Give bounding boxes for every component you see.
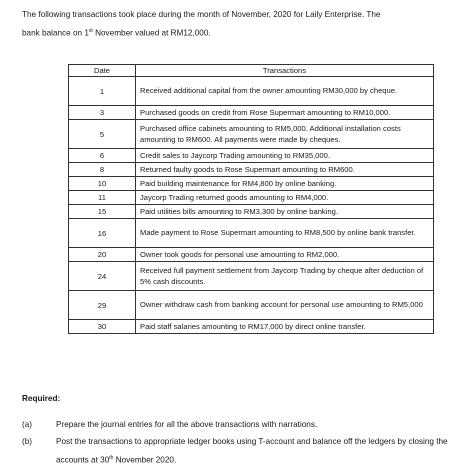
intro-line-1: The following transactions took place during the month of November, 2020 for Laily Enterprise. The <box>22 10 381 19</box>
row-transaction: Credit sales to Jaycorp Trading amounting to RM35,000. <box>136 149 434 163</box>
item-b-label: (b) <box>22 437 33 446</box>
item-a-text: Prepare the journal entries for all the above transactions with narrations. <box>56 420 318 429</box>
row-date: 6 <box>69 149 136 163</box>
table-row <box>69 163 434 177</box>
intro-line-2-post: November valued at RM12,000. <box>92 28 211 38</box>
row-transaction: Jaycorp Trading returned goods amounting to RM4,000. <box>136 191 434 205</box>
row-transaction: Paid utilities bills amounting to RM3,300 by online banking. <box>136 205 434 219</box>
row-date: 16 <box>69 219 136 248</box>
row-transaction: Received additional capital from the owner amounting RM30,000 by cheque. <box>136 77 434 106</box>
row-date: 15 <box>69 205 136 219</box>
item-b-text <box>56 433 456 469</box>
item-b-text-post: November 2020. <box>113 455 177 465</box>
table-row <box>69 248 434 262</box>
intro-paragraph <box>22 6 462 42</box>
table-row <box>69 219 434 248</box>
row-transaction: Purchased goods on credit from Rose Supermart amounting to RM10,000. <box>136 106 434 120</box>
intro-line-2-pre: bank balance on 1 <box>22 28 89 38</box>
required-heading: Required: <box>22 394 61 403</box>
row-date: 10 <box>69 177 136 191</box>
row-transaction: Purchased office cabinets amounting to RM5,000. Additional installation costs amounting to RM600. All payments were made by cheques. <box>136 120 434 149</box>
table-row <box>69 149 434 163</box>
table-row <box>69 262 434 291</box>
transactions-table <box>68 64 434 334</box>
table-row <box>69 320 434 334</box>
date-column-header: Date <box>69 65 136 77</box>
transactions-column-header: Transactions <box>136 65 434 77</box>
row-date: 24 <box>69 262 136 291</box>
table-row <box>69 191 434 205</box>
row-transaction: Owner withdraw cash from banking account for personal use amounting to RM5,000 <box>136 291 434 320</box>
row-date: 20 <box>69 248 136 262</box>
row-date: 30 <box>69 320 136 334</box>
table-row <box>69 177 434 191</box>
table-header-row <box>69 65 434 77</box>
row-transaction: Made payment to Rose Supermart amounting to RM8,500 by online bank transfer. <box>136 219 434 248</box>
row-date: 11 <box>69 191 136 205</box>
row-date: 8 <box>69 163 136 177</box>
row-date: 1 <box>69 77 136 106</box>
row-transaction: Paid building maintenance for RM4,800 by online banking. <box>136 177 434 191</box>
table-row <box>69 291 434 320</box>
item-b-text-pre: Post the transactions to appropriate ledger books using T-account and balance off the ledgers by closing the accounts at 30 <box>56 437 448 465</box>
table-row <box>69 205 434 219</box>
intro-line-2-sup: st <box>88 28 93 34</box>
row-date: 3 <box>69 106 136 120</box>
item-a-label: (a) <box>22 420 33 429</box>
row-date: 29 <box>69 291 136 320</box>
table-row <box>69 120 434 149</box>
item-b-sup: th <box>109 455 114 461</box>
row-date: 5 <box>69 120 136 149</box>
table-row <box>69 77 434 106</box>
row-transaction: Returned faulty goods to Rose Supermart amounting to RM600. <box>136 163 434 177</box>
row-transaction: Paid staff salaries amounting to RM17,000 by direct online transfer. <box>136 320 434 334</box>
table-row <box>69 106 434 120</box>
row-transaction: Owner took goods for personal use amounting to RM2,000. <box>136 248 434 262</box>
row-transaction: Received full payment settlement from Jaycorp Trading by cheque after deduction of 5% cash discounts. <box>136 262 434 291</box>
